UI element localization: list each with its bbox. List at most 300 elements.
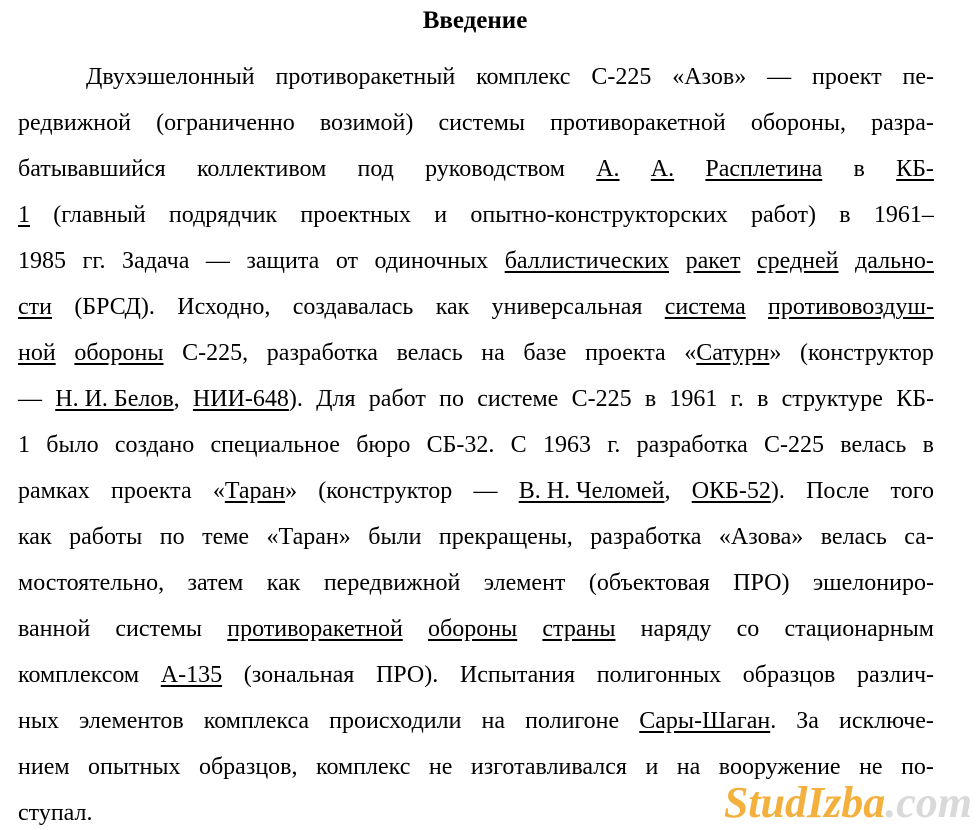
word xyxy=(300,200,411,230)
word xyxy=(874,200,934,230)
word xyxy=(368,522,421,552)
word xyxy=(460,660,575,690)
word-text: образцов, xyxy=(198,754,298,780)
word-text: работ) xyxy=(750,202,817,228)
word-text: рамках xyxy=(18,478,90,504)
word-text: СБ-32. xyxy=(426,432,495,458)
word xyxy=(572,384,632,414)
word-text: Задача xyxy=(122,248,190,274)
wiki-link[interactable]: страны xyxy=(542,616,616,642)
wiki-link[interactable]: система xyxy=(664,294,746,320)
word-text: в xyxy=(853,156,865,182)
word xyxy=(705,154,822,184)
text-line xyxy=(18,292,934,322)
word xyxy=(743,660,836,690)
wiki-link[interactable]: А. xyxy=(650,156,675,182)
word xyxy=(169,200,277,230)
word xyxy=(719,522,803,552)
word xyxy=(79,706,184,736)
word xyxy=(204,706,309,736)
word-text: разра- xyxy=(871,110,934,136)
word xyxy=(505,246,669,276)
word xyxy=(122,246,189,276)
text-line xyxy=(18,246,934,276)
word-text: ). xyxy=(770,478,785,504)
word xyxy=(18,752,70,782)
word-text: г. xyxy=(607,432,621,458)
text-line xyxy=(18,108,934,138)
word xyxy=(115,430,194,460)
word-text: С-225, xyxy=(182,340,249,366)
word-text: батывавшийся xyxy=(18,156,166,182)
text-line xyxy=(18,614,934,644)
word xyxy=(665,292,746,322)
word-text: (конструктор xyxy=(318,478,453,504)
word-text: После xyxy=(806,478,870,504)
word xyxy=(782,384,883,414)
word xyxy=(160,522,185,552)
word xyxy=(111,476,192,506)
word-text: возимой) xyxy=(319,110,414,136)
word xyxy=(206,246,230,276)
word-text: в xyxy=(757,386,769,412)
word xyxy=(227,614,403,644)
word-text: (конструктор xyxy=(799,340,934,366)
word xyxy=(83,246,106,276)
word-text: были xyxy=(368,524,422,550)
word xyxy=(318,476,452,506)
word-text: велась xyxy=(840,432,907,458)
word xyxy=(188,568,244,598)
word-text: в xyxy=(839,202,851,228)
word-text: образцов xyxy=(742,662,836,688)
word-text: противоракетный xyxy=(275,64,456,90)
word-text: ). xyxy=(288,386,303,412)
word-text: мостоятельно, xyxy=(18,570,165,596)
word xyxy=(18,476,90,506)
wiki-link[interactable]: ракет xyxy=(685,248,741,274)
word-text: ванной xyxy=(18,616,91,642)
word-text: « xyxy=(212,478,225,504)
word-text: в xyxy=(644,386,657,412)
word xyxy=(523,338,566,368)
word-text: работы xyxy=(69,524,143,550)
word xyxy=(276,62,456,92)
wiki-link[interactable]: 1 xyxy=(18,202,30,228)
word xyxy=(376,660,438,690)
word xyxy=(211,430,340,460)
word xyxy=(18,568,164,598)
wiki-link[interactable]: сти xyxy=(18,294,52,320)
word xyxy=(733,568,789,598)
word-text: как xyxy=(266,570,301,596)
word xyxy=(428,614,517,644)
word-text: проект xyxy=(811,64,882,90)
word-text: как xyxy=(18,524,52,550)
word-text: » xyxy=(285,478,298,504)
word xyxy=(641,614,712,644)
word xyxy=(686,246,741,276)
word xyxy=(470,200,727,230)
word xyxy=(397,338,463,368)
word-text: обороны, xyxy=(750,110,847,136)
word-text: не xyxy=(428,754,453,780)
wiki-link[interactable]: баллистических xyxy=(504,248,670,274)
word-text: наряду xyxy=(640,616,712,642)
word-text: опытных xyxy=(88,754,181,780)
word xyxy=(369,384,426,414)
word-text: системы xyxy=(438,110,526,136)
word xyxy=(476,62,570,92)
word xyxy=(438,108,525,138)
word-text: гг. xyxy=(82,248,106,274)
word xyxy=(316,384,355,414)
word-text: проекта xyxy=(111,478,192,504)
word xyxy=(336,246,358,276)
word-text: прекращены, xyxy=(438,524,573,550)
word-text: Исходно, xyxy=(177,294,271,320)
word-text: г. xyxy=(730,386,744,412)
word-text: исключе- xyxy=(839,708,934,734)
wiki-link[interactable]: А-135 xyxy=(160,662,223,688)
word xyxy=(492,292,643,322)
word xyxy=(591,62,651,92)
word-text: проектных xyxy=(300,202,411,228)
text-line xyxy=(18,430,934,460)
word-text: того xyxy=(890,478,934,504)
word xyxy=(18,384,42,414)
word xyxy=(471,752,627,782)
word xyxy=(857,660,934,690)
word-text: различ- xyxy=(856,662,934,688)
word xyxy=(429,752,453,782)
word xyxy=(839,706,934,736)
word xyxy=(767,62,791,92)
word-text: пе- xyxy=(902,64,934,90)
wiki-link[interactable]: В. Н. Челомей xyxy=(518,478,665,504)
word xyxy=(737,614,760,644)
word xyxy=(18,154,166,184)
word xyxy=(434,200,447,230)
wiki-link[interactable]: ОКБ-52 xyxy=(691,478,771,504)
word-text: универсальная xyxy=(491,294,643,320)
logo-text-domain: .com xyxy=(885,778,972,827)
word-text: 1 xyxy=(18,432,30,458)
word xyxy=(182,338,248,368)
word xyxy=(324,568,461,598)
word-text: — xyxy=(767,64,792,90)
word xyxy=(669,384,717,414)
word-text: и xyxy=(434,202,448,228)
word xyxy=(46,430,98,460)
word xyxy=(839,200,850,230)
word xyxy=(481,338,505,368)
word-text: подрядчик xyxy=(168,202,278,228)
word xyxy=(597,660,721,690)
word-text: под xyxy=(357,156,394,182)
text-line xyxy=(18,200,934,230)
word xyxy=(589,568,710,598)
word xyxy=(590,522,701,552)
word-text: — xyxy=(473,478,498,504)
word-text: проекта xyxy=(585,340,666,366)
word xyxy=(425,154,565,184)
wiki-link[interactable]: ной xyxy=(18,340,56,366)
word-text: базе xyxy=(523,340,567,366)
word xyxy=(751,108,846,138)
word-text: Для xyxy=(316,386,356,412)
word-text: защита xyxy=(246,248,320,274)
text-line xyxy=(18,384,934,414)
word-text: С-225 xyxy=(764,432,824,458)
word xyxy=(18,522,52,552)
word-text: 1961 xyxy=(669,386,718,412)
page-title: Введение xyxy=(422,7,528,34)
word xyxy=(356,430,410,460)
word-text: от xyxy=(335,248,359,274)
word xyxy=(813,568,934,598)
word xyxy=(607,430,620,460)
word xyxy=(18,200,30,230)
word xyxy=(511,430,527,460)
word xyxy=(639,706,776,736)
text-line xyxy=(18,338,934,368)
word-text: элементов xyxy=(79,708,184,734)
word-text: передвижной xyxy=(323,570,461,596)
word-text: «Азов» xyxy=(672,64,747,90)
word xyxy=(519,476,671,506)
word-text: КБ- xyxy=(896,386,934,412)
word-text: по- xyxy=(901,754,934,780)
word-text: ступал. xyxy=(18,800,93,826)
word xyxy=(757,384,768,414)
word-text: вооружение xyxy=(718,754,841,780)
word xyxy=(74,338,163,368)
word xyxy=(267,338,378,368)
word xyxy=(651,154,674,184)
word-text: по xyxy=(439,386,464,412)
word xyxy=(525,706,619,736)
word xyxy=(784,614,933,644)
word xyxy=(731,384,744,414)
word xyxy=(18,246,66,276)
word xyxy=(871,108,934,138)
word-text: С-225 xyxy=(591,64,652,90)
word xyxy=(855,246,934,276)
text-line xyxy=(18,154,934,184)
wiki-link[interactable]: дально- xyxy=(855,248,934,274)
word xyxy=(18,338,56,368)
word xyxy=(764,430,824,460)
word xyxy=(375,246,489,276)
word-text: Испытания xyxy=(459,662,576,688)
wiki-link[interactable]: обороны xyxy=(428,616,518,642)
word-text: комплекс xyxy=(476,64,571,90)
word-text: со xyxy=(736,616,760,642)
word xyxy=(439,522,573,552)
word xyxy=(482,706,506,736)
word-text: Двухэшелонный xyxy=(86,64,255,90)
word xyxy=(542,614,615,644)
word-text: . xyxy=(770,708,777,734)
word xyxy=(427,430,495,460)
wiki-link[interactable]: противоракетной xyxy=(227,616,403,642)
word-text: руководством xyxy=(425,156,565,182)
word xyxy=(18,660,139,690)
word xyxy=(244,660,355,690)
word-text: (БРСД). xyxy=(74,294,155,320)
word xyxy=(645,384,656,414)
word-text: в xyxy=(922,432,934,458)
wiki-link[interactable]: Сары-Шаган xyxy=(639,708,771,734)
word-text: разработка xyxy=(590,524,702,550)
word xyxy=(896,384,934,414)
word-text: на xyxy=(481,340,505,366)
word xyxy=(267,522,351,552)
word-text: теме xyxy=(202,524,250,550)
word-text: «Таран» xyxy=(266,524,351,550)
word-text: разработка xyxy=(266,340,378,366)
word xyxy=(473,476,497,506)
word-text: разработка xyxy=(636,432,748,458)
word-text: 1985 xyxy=(18,248,66,274)
word-text: бюро xyxy=(356,432,411,458)
word xyxy=(320,108,414,138)
word xyxy=(757,246,839,276)
text-line xyxy=(18,568,934,598)
word xyxy=(439,384,464,414)
word xyxy=(213,476,297,506)
word-text: стационарным xyxy=(784,616,934,642)
text-line xyxy=(18,476,934,506)
wiki-link[interactable]: Н. И. Белов xyxy=(55,386,174,412)
studizba-logo xyxy=(724,778,972,828)
word-text: (главный xyxy=(53,202,146,228)
word-text: противоракетной xyxy=(550,110,726,136)
word xyxy=(436,292,470,322)
word-text: изготавливался xyxy=(470,754,627,780)
wiki-link[interactable]: А. xyxy=(596,156,620,182)
wiki-link[interactable]: Таран xyxy=(224,478,286,504)
word xyxy=(18,108,131,138)
word xyxy=(86,62,255,92)
word-text: 1961– xyxy=(873,202,934,228)
word xyxy=(156,108,295,138)
word-text: (объектовая xyxy=(588,570,710,596)
word-text: системе xyxy=(477,386,559,412)
word-text: не xyxy=(859,754,883,780)
word-text: происходили xyxy=(329,708,462,734)
word-text: и xyxy=(645,754,659,780)
word-text: «Азова» xyxy=(718,524,804,550)
word-text: (зональная xyxy=(243,662,355,688)
word-text: полигонных xyxy=(596,662,722,688)
word-text: специальное xyxy=(210,432,340,458)
word xyxy=(904,522,934,552)
wiki-link[interactable]: КБ- xyxy=(896,156,934,182)
word-text: редвижной xyxy=(18,110,131,136)
word-text: на xyxy=(481,708,506,734)
word xyxy=(74,292,155,322)
word-text: « xyxy=(684,340,697,366)
word-text: са- xyxy=(904,524,934,550)
word xyxy=(684,338,781,368)
word xyxy=(854,154,865,184)
word xyxy=(677,752,701,782)
word xyxy=(329,706,461,736)
word-text: создано xyxy=(114,432,195,458)
word xyxy=(161,660,222,690)
word xyxy=(199,752,298,782)
word-text: нием xyxy=(18,754,70,780)
word-text: одиночных xyxy=(374,248,489,274)
word-text: системы xyxy=(115,616,203,642)
word-text: создавалась xyxy=(292,294,414,320)
word xyxy=(800,338,934,368)
word-text: опытно-конструкторских xyxy=(470,202,728,228)
word xyxy=(902,62,934,92)
word-text: было xyxy=(46,432,99,458)
word xyxy=(796,706,819,736)
word-text: С-225 xyxy=(571,386,632,412)
word xyxy=(896,154,934,184)
word xyxy=(18,292,52,322)
word-text: элемент xyxy=(483,570,566,596)
word xyxy=(197,154,326,184)
word xyxy=(358,154,394,184)
wiki-link[interactable]: НИИ-648 xyxy=(192,386,289,412)
word xyxy=(477,384,558,414)
word-text: по xyxy=(159,524,185,550)
word xyxy=(596,154,619,184)
word xyxy=(550,108,726,138)
word xyxy=(585,338,666,368)
word xyxy=(246,246,319,276)
text-line xyxy=(18,706,934,736)
word xyxy=(293,292,414,322)
wiki-link[interactable]: Расплетина xyxy=(705,156,823,182)
word-text: , xyxy=(664,478,671,504)
word xyxy=(18,798,93,828)
word-text: работ xyxy=(368,386,426,412)
wiki-link[interactable]: Сатурн xyxy=(696,340,770,366)
word-text: 1963 xyxy=(542,432,591,458)
word xyxy=(18,706,59,736)
wiki-link[interactable]: средней xyxy=(756,248,839,274)
word xyxy=(768,292,934,322)
text-line xyxy=(18,522,934,552)
wiki-link[interactable]: противовоздуш- xyxy=(768,294,934,320)
word xyxy=(55,384,179,414)
word xyxy=(202,522,249,552)
word xyxy=(69,522,142,552)
word xyxy=(645,752,658,782)
word xyxy=(672,62,746,92)
word xyxy=(18,430,30,460)
word-text: как xyxy=(435,294,470,320)
word xyxy=(53,200,145,230)
logo-text-main: StudIzba xyxy=(723,778,886,827)
word-text: затем xyxy=(187,570,244,596)
word-text: комплекса xyxy=(203,708,310,734)
wiki-link[interactable]: обороны xyxy=(74,340,164,366)
word-text: комплексом xyxy=(18,662,140,688)
word-text: — xyxy=(205,248,230,274)
word xyxy=(484,568,566,598)
word-text: » xyxy=(769,340,782,366)
word-text: , xyxy=(173,386,180,412)
word xyxy=(193,384,303,414)
